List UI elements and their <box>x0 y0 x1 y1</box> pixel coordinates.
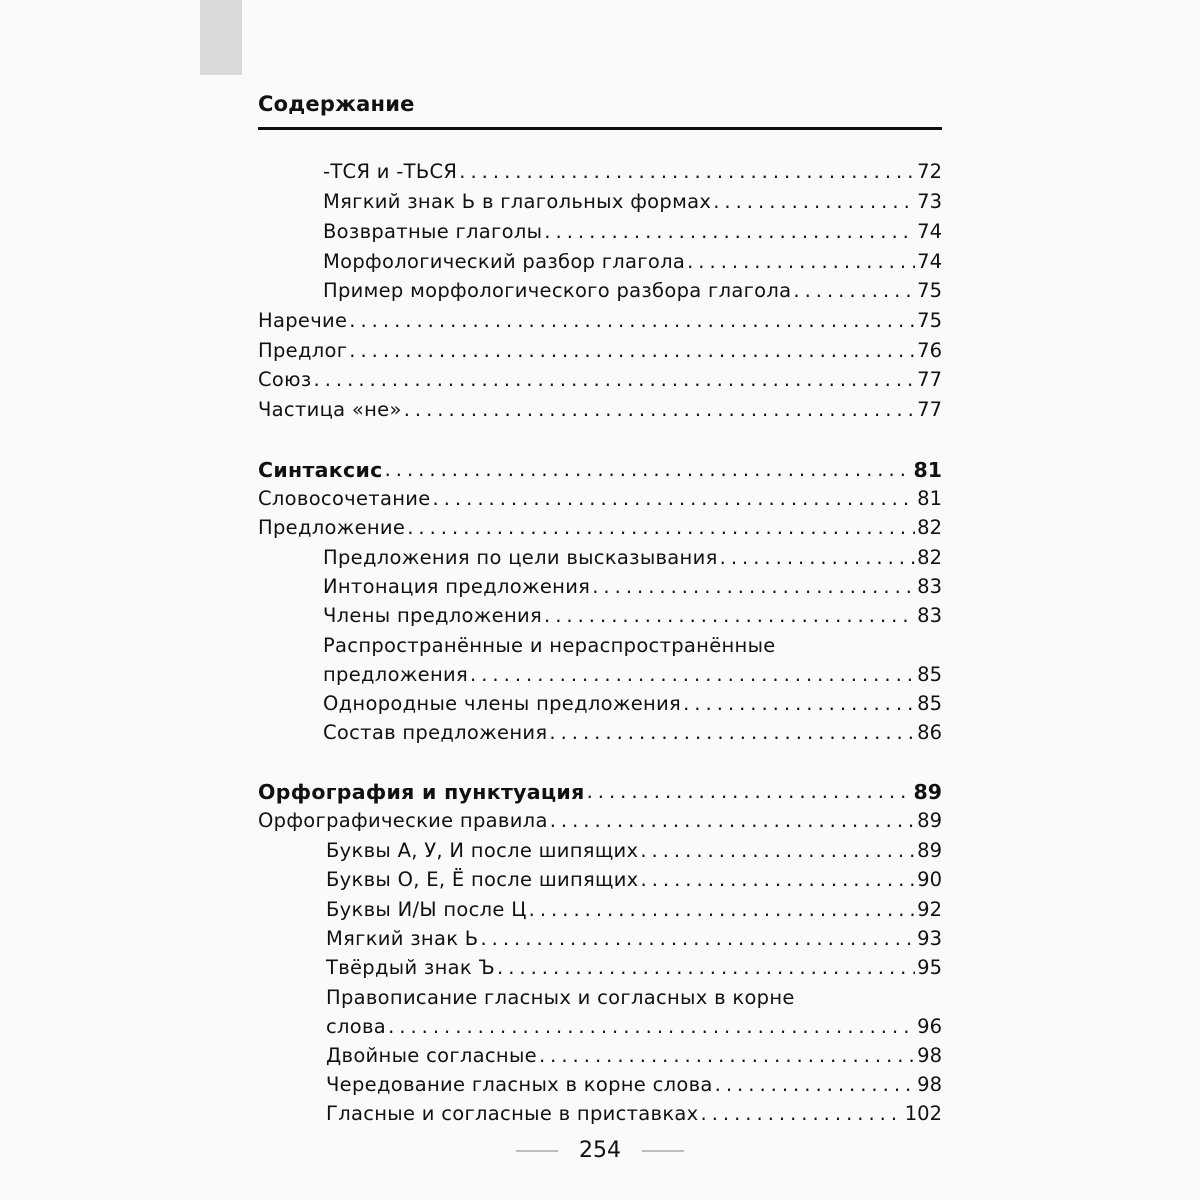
dot-leader <box>480 927 915 951</box>
toc-entry-page: 83 <box>917 604 942 627</box>
toc-entry <box>258 398 942 422</box>
toc-entry-page: 82 <box>917 546 942 569</box>
toc-entry-page: 98 <box>917 1044 942 1067</box>
toc-entry <box>258 809 942 833</box>
toc-entry-label: Наречие <box>258 309 348 332</box>
dot-leader <box>592 575 915 599</box>
toc-entry-page: 72 <box>917 160 942 183</box>
toc-entry-label: слова <box>326 1015 387 1038</box>
dot-leader <box>720 546 916 570</box>
toc-entry <box>323 546 942 570</box>
dot-leader <box>314 368 916 392</box>
toc-entry-label: Морфологический разбор глагола <box>323 250 686 273</box>
toc-entry-page: 81 <box>913 458 942 482</box>
toc-entry-label: Возвратные глаголы <box>323 220 543 243</box>
toc-entry-label-line: Распространённые и нераспространённые <box>323 634 776 657</box>
page-footer <box>0 1138 1200 1163</box>
toc-entry <box>323 190 942 214</box>
toc-entry-label: Члены предложения <box>323 604 542 627</box>
toc-entry-label: Мягкий знак Ь <box>326 927 479 950</box>
toc-entry <box>323 575 942 599</box>
toc-entry-label: Мягкий знак Ь в глагольных формах <box>323 190 712 213</box>
dot-leader <box>641 868 916 892</box>
dot-leader <box>407 516 915 540</box>
toc-entry-page: 102 <box>904 1102 942 1125</box>
toc-entry-label: Буквы И/Ы после Ц <box>326 898 527 921</box>
toc-entry-page: 95 <box>917 956 942 979</box>
toc-entry-page: 82 <box>917 516 942 539</box>
toc-entry-label: Буквы А, У, И после шипящих <box>326 839 639 862</box>
dot-leader <box>687 250 915 274</box>
toc-entry-label: Синтаксис <box>258 458 383 482</box>
toc-entry-label: Орфография и пунктуация <box>258 780 585 804</box>
toc-entry-page: 74 <box>917 220 942 243</box>
toc-section-heading <box>258 780 942 804</box>
toc-entry <box>326 898 942 922</box>
toc-entry <box>258 368 942 392</box>
dot-leader <box>385 458 912 482</box>
toc-entry <box>326 956 942 980</box>
dot-leader <box>349 309 915 333</box>
dot-leader <box>549 721 915 745</box>
toc-entry <box>326 839 942 863</box>
toc-entry-label: Предложения по цели высказывания <box>323 546 718 569</box>
dot-leader <box>433 487 916 511</box>
toc-entry-page: 73 <box>917 190 942 213</box>
toc-entry-page: 75 <box>917 309 942 332</box>
dot-leader <box>404 398 915 422</box>
toc-entry-label: Двойные согласные <box>326 1044 537 1067</box>
toc-entry-page: 85 <box>917 663 942 686</box>
toc-entry <box>258 309 942 333</box>
toc-entry-page: 75 <box>917 279 942 302</box>
toc-entry-label: Буквы О, Е, Ё после шипящих <box>326 868 639 891</box>
page-number: 254 <box>579 1138 621 1163</box>
toc-entry-page: 86 <box>917 721 942 744</box>
footer-rule-right <box>642 1150 684 1152</box>
toc-entry-page: 90 <box>917 868 942 891</box>
dot-leader <box>715 1073 916 1097</box>
toc-entry-page: 77 <box>917 368 942 391</box>
dot-leader <box>550 809 915 833</box>
toc-entry-page: 96 <box>917 1015 942 1038</box>
toc-entry <box>258 339 942 363</box>
toc-entry-page: 85 <box>917 692 942 715</box>
toc-entry <box>323 604 942 628</box>
toc-entry <box>323 279 942 303</box>
toc-entry <box>326 1044 942 1068</box>
dot-leader <box>497 956 915 980</box>
toc-entry-page: 74 <box>917 250 942 273</box>
toc-entry-label: Словосочетание <box>258 487 431 510</box>
toc-entry-label: Орфографические правила <box>258 809 548 832</box>
toc-entry <box>326 868 942 892</box>
dot-leader <box>470 663 915 687</box>
dot-leader <box>587 780 912 804</box>
toc-entry <box>258 516 942 540</box>
toc-entry <box>323 721 942 745</box>
dot-leader <box>544 220 915 244</box>
toc-entry <box>323 663 942 687</box>
dot-leader <box>701 1102 903 1126</box>
dot-leader <box>793 279 915 303</box>
toc-entry-label: Предложение <box>258 516 406 539</box>
toc-entry-label-line: Правописание гласных и согласных в корне <box>326 986 795 1009</box>
toc-entry-page: 89 <box>917 809 942 832</box>
toc-entry <box>323 220 942 244</box>
toc-entry-label: Чередование гласных в корне слова <box>326 1073 713 1096</box>
dot-leader <box>713 190 915 214</box>
toc-entry-page: 77 <box>917 398 942 421</box>
toc-entry <box>326 927 942 951</box>
dot-leader <box>529 898 916 922</box>
footer-rule-left <box>516 1150 558 1152</box>
toc-entry-label: Предлог <box>258 339 348 362</box>
toc-section-heading <box>258 458 942 482</box>
toc-entry-page: 81 <box>917 487 942 510</box>
toc-entry-label: Пример морфологического разбора глагола <box>323 279 792 302</box>
dot-leader <box>459 160 915 184</box>
toc-entry <box>323 250 942 274</box>
page-title: Содержание <box>258 92 415 116</box>
dot-leader <box>683 692 915 716</box>
dot-leader <box>544 604 915 628</box>
toc-entry-label: Однородные члены предложения <box>323 692 682 715</box>
toc-entry-page: 93 <box>917 927 942 950</box>
toc-entry-label: Твёрдый знак Ъ <box>326 956 496 979</box>
toc-entry-label: Союз <box>258 368 312 391</box>
dot-leader <box>640 839 915 863</box>
dot-leader <box>349 339 915 363</box>
toc-entry-page: 92 <box>917 898 942 921</box>
toc-entry-page: 98 <box>917 1073 942 1096</box>
toc-entry-label: предложения <box>323 663 469 686</box>
toc-entry-label: Гласные и согласные в приставках <box>326 1102 699 1125</box>
dot-leader <box>539 1044 915 1068</box>
toc-entry <box>326 1015 942 1039</box>
toc-entry-page: 83 <box>917 575 942 598</box>
toc-entry <box>323 692 942 716</box>
toc-entry <box>326 1102 942 1126</box>
toc-entry <box>326 1073 942 1097</box>
toc-entry-label: Частица «не» <box>258 398 402 421</box>
toc-entry <box>258 487 942 511</box>
toc-entry-label: Состав предложения <box>323 721 548 744</box>
toc-entry-page: 76 <box>917 339 942 362</box>
toc-entry-page: 89 <box>917 839 942 862</box>
dot-leader <box>388 1015 915 1039</box>
toc-entry-page: 89 <box>913 780 942 804</box>
toc-entry-label: -ТСЯ и -ТЬСЯ <box>323 160 458 183</box>
toc-entry <box>323 160 942 184</box>
toc-entry-label: Интонация предложения <box>323 575 591 598</box>
